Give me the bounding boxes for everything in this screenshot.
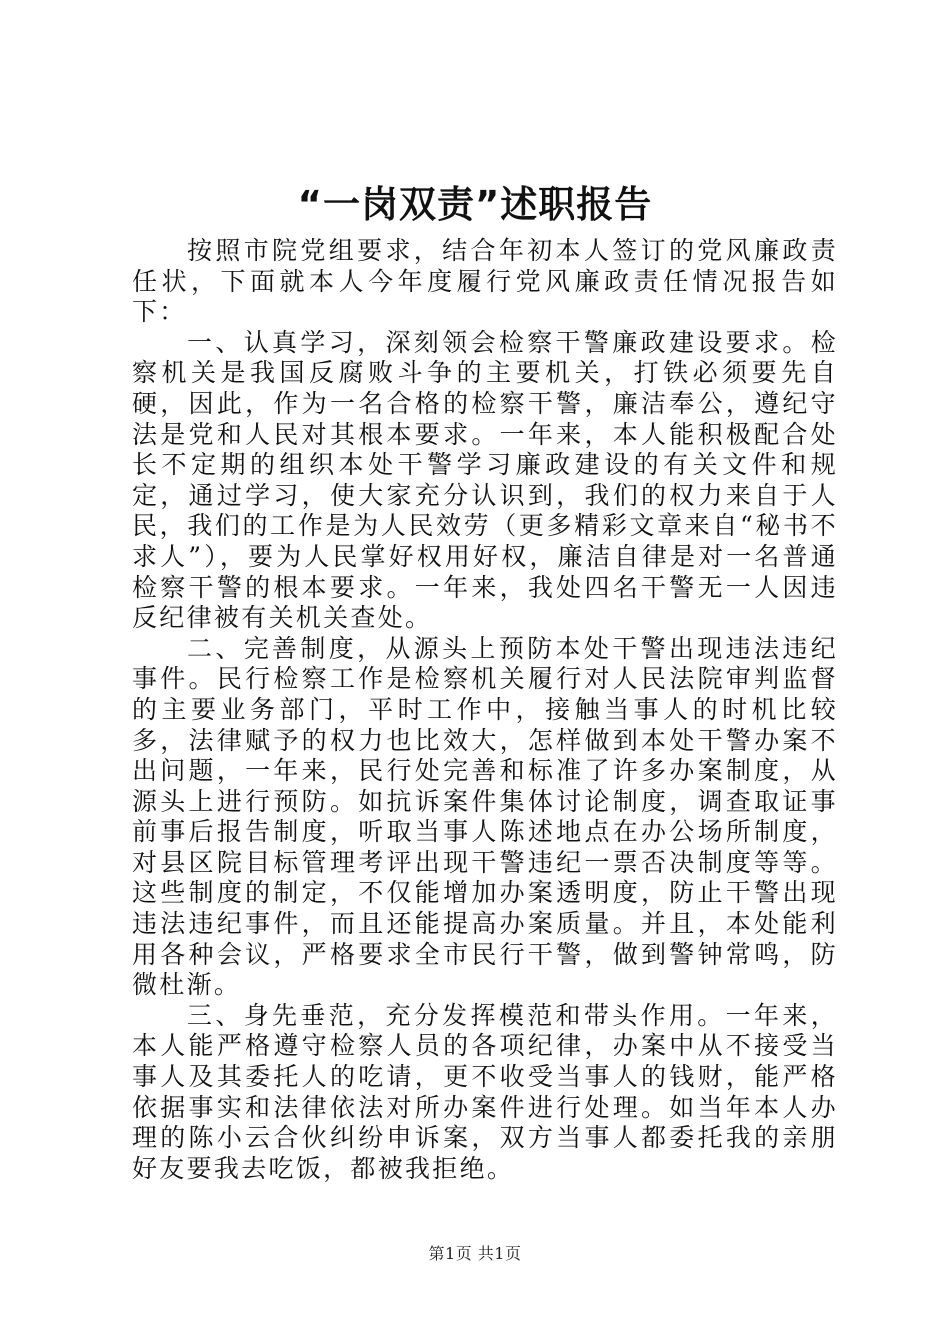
document-title: “一岗双责”述职报告 [297,183,653,226]
paragraph-intro: 按照市院党组要求，结合年初本人签订的党风廉政责任状，下面就本人今年度履行党风廉政责任情况报告如下： [132,236,838,327]
page-number-footer: 第1页 共1页 [428,1244,522,1263]
paragraph-section-3: 三、身先垂范，充分发挥模范和带头作用。一年来，本人能严格遵守检察人员的各项纪律，办案中从不接受当事人及其委托人的吃请，更不收受当事人的钱财，能严格依据事实和法律依法对所办案件进行处理。如当年本人办理的陈小云合伙纠纷申诉案，双方当事人都委托我的亲朋好友要我去吃饭，都被我拒绝。 [132,1000,838,1183]
paragraph-section-1: 一、认真学习，深刻领会检察干警廉政建设要求。检察机关是我国反腐败斗争的主要机关，打铁必须要先自硬，因此，作为一名合格的检察干警，廉洁奉公，遵纪守法是党和人民对其根本要求。一年来，本人能积极配合处长不定期的组织本处干警学习廉政建设的有关文件和规定，通过学习，使大家充分认识到，我们的权力来自于人民，我们的工作是为人民效劳（更多精彩文章来自“秘书不求人”），要为人民掌好权用好权，廉洁自律是对一名普通检察干警的根本要求。一年来，我处四名干警无一人因违反纪律被有关机关查处。 [132,327,838,633]
document-body [132,236,838,1184]
paragraph-section-2: 二、完善制度，从源头上预防本处干警出现违法违纪事件。民行检察工作是检察机关履行对人民法院审判监督的主要业务部门，平时工作中，接触当事人的时机比较多，法律赋予的权力也比效大，怎样做到本处干警办案不出问题，一年来，民行处完善和标准了许多办案制度，从源头上进行预防。如抗诉案件集体讨论制度，调查取证事前事后报告制度，听取当事人陈述地点在办公场所制度，对县区院目标管理考评出现干警违纪一票否决制度等等。这些制度的制定，不仅能增加办案透明度，防止干警出现违法违纪事件，而且还能提高办案质量。并且，本处能利用各种会议，严格要求全市民行干警，做到警钟常鸣，防微杜渐。 [132,633,838,1000]
